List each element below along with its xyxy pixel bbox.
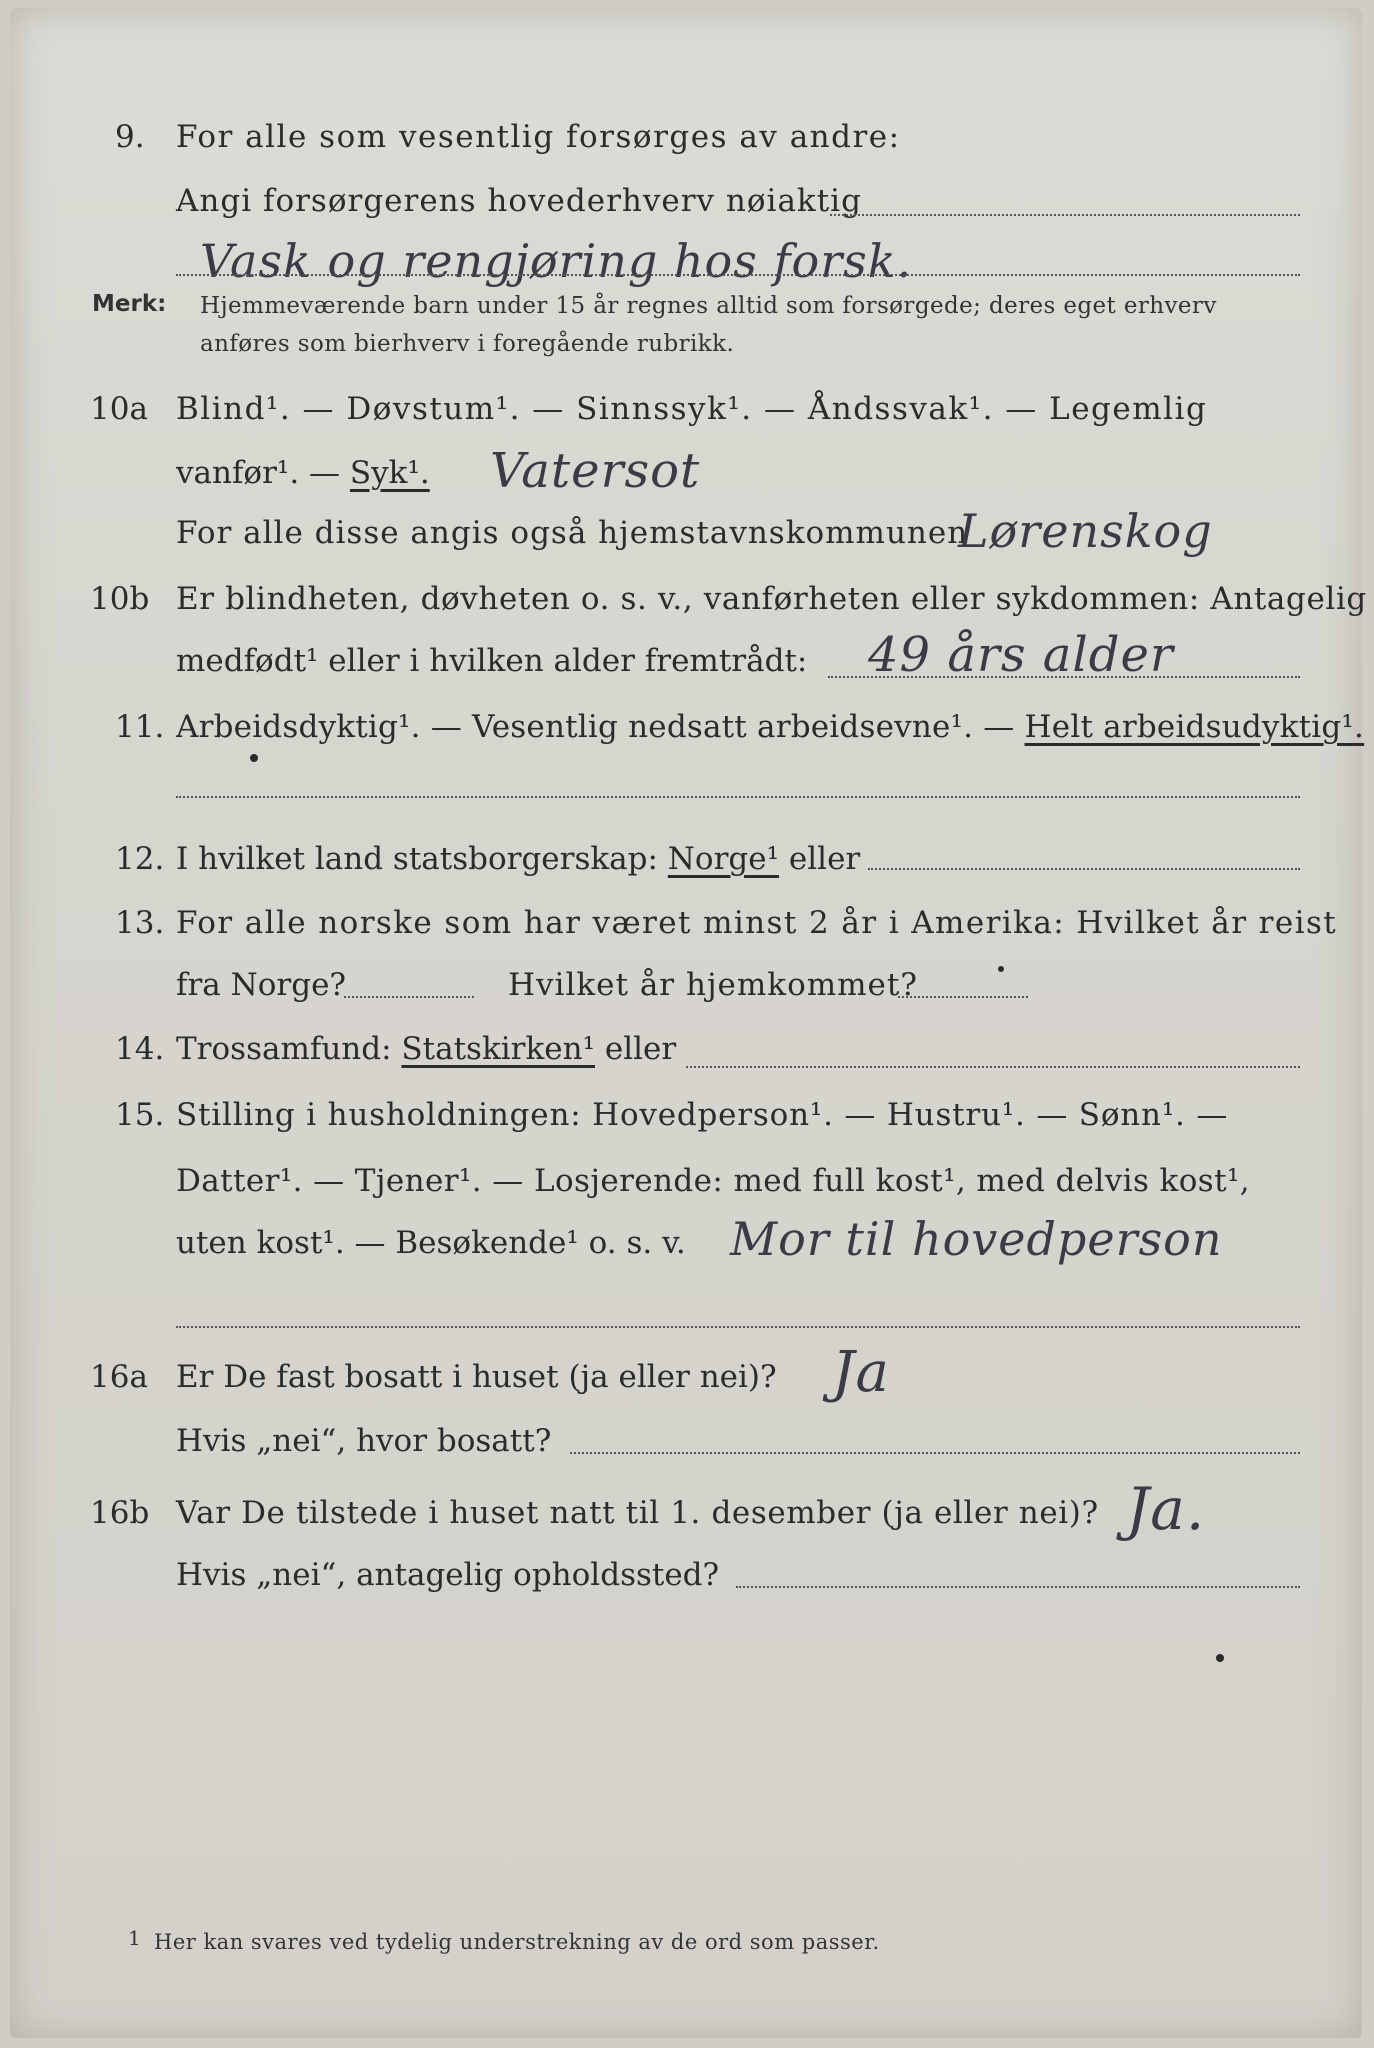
q15-text1: Stilling i husholdningen: Hovedperson¹. — Hustru¹. — Sønn¹. — (176, 1097, 1229, 1133)
q10b-text1: Er blindheten, døvheten o. s. v., vanførheten eller sykdommen: Antagelig (176, 581, 1367, 617)
q10a-text3: For alle disse angis også hjemstavnskommunen (176, 515, 969, 551)
q12-dotted-line (868, 868, 1300, 870)
q16a-text2: Hvis „nei“, hvor bosatt? (176, 1423, 552, 1459)
q15-handwritten-answer: Mor til hovedperson (730, 1212, 1223, 1266)
q15-text2: Datter¹. — Tjener¹. — Losjerende: med full kost¹, med delvis kost¹, (176, 1163, 1251, 1199)
q15-number: 15. (115, 1097, 165, 1133)
q10b-handwritten-answer: 49 års alder (868, 627, 1174, 683)
q13-line2 (0, 960, 1374, 1010)
q10a-line1 (0, 384, 1374, 434)
q13-line1 (0, 898, 1374, 948)
merk-text2: anføres som bierhverv i foregående rubrikk. (200, 331, 735, 357)
q16b-number: 16b (90, 1495, 150, 1531)
q15-text3: uten kost¹. — Besøkende¹ o. s. v. (176, 1225, 686, 1261)
ink-dot (1216, 1654, 1224, 1662)
q11-text1: Arbeidsdyktig¹. — Vesentlig nedsatt arbeidsevne¹. — Helt arbeidsudyktig¹. (176, 709, 1365, 745)
q9-handwritten-answer: Vask og rengjøring hos forsk. (200, 234, 913, 288)
q16a-handwritten-answer: Ja (832, 1340, 890, 1405)
q12-number: 12. (115, 841, 165, 877)
q16b-dotted-line (736, 1586, 1300, 1588)
merk-text1: Hjemmeværende barn under 15 år regnes alltid som forsørgede; deres eget erhverv (200, 293, 1217, 319)
q11-dotted-line (176, 796, 1300, 798)
q16a-line2 (0, 1416, 1374, 1466)
q9-line1 (0, 112, 1374, 162)
q9-text1: For alle som vesentlig forsørges av andre: (176, 119, 901, 155)
q14-number: 14. (115, 1031, 165, 1067)
q9-answer-line (176, 274, 1300, 276)
helt-arbeidsudyktig-underlined: Helt arbeidsudyktig¹. (1024, 709, 1365, 745)
q10a-text2: vanfør¹. — Syk¹. (176, 455, 430, 491)
q10a-handwritten-answer1: Vatersot (490, 443, 701, 499)
q10b-text2: medfødt¹ eller i hvilken alder fremtrådt: (176, 643, 808, 679)
q13-number: 13. (115, 905, 165, 941)
q16b-text2: Hvis „nei“, antagelig opholdssted? (176, 1557, 720, 1593)
q11-number: 11. (115, 709, 165, 745)
q13-dotted-line2 (898, 996, 1028, 998)
q16a-text1: Er De fast bosatt i huset (ja eller nei)? (176, 1359, 777, 1395)
merk-label: Merk: (92, 291, 167, 317)
q12-line (0, 834, 1374, 884)
q15-dotted-line (176, 1326, 1300, 1328)
q16a-line1 (0, 1352, 1374, 1402)
q13-text2a: fra Norge? (176, 967, 347, 1003)
norge-underlined: Norge¹ (667, 841, 780, 877)
q14-dotted-line (686, 1066, 1300, 1068)
q16b-line2 (0, 1550, 1374, 1600)
footnote-text: Her kan svares ved tydelig understrekning av de ord som passer. (154, 1930, 880, 1954)
q15-line2 (0, 1156, 1374, 1206)
footnote-mark: 1 (128, 1926, 141, 1950)
q10a-number: 10a (90, 391, 148, 427)
q13-text1: For alle norske som har været minst 2 år i Amerika: Hvilket år reist (176, 905, 1338, 941)
q11-line1 (0, 702, 1374, 752)
q10b-number: 10b (90, 581, 150, 617)
q9-line2 (0, 176, 1374, 226)
q10b-line1 (0, 574, 1374, 624)
syk-underlined: Syk¹. (349, 455, 430, 491)
ink-dot (998, 966, 1004, 972)
q15-line1 (0, 1090, 1374, 1140)
q16a-dotted-line (570, 1452, 1300, 1454)
q16a-number: 16a (90, 1359, 148, 1395)
ink-dot (250, 754, 258, 762)
q16b-handwritten-answer: Ja. (1126, 1475, 1206, 1543)
statskirken-underlined: Statskirken¹ (401, 1031, 595, 1067)
q9-text2: Angi forsørgerens hovederhverv nøiaktig (176, 183, 862, 219)
q14-text: Trossamfund: Statskirken¹ eller (176, 1031, 677, 1067)
q9-dotted-line (830, 214, 1300, 216)
q10a-text1: Blind¹. — Døvstum¹. — Sinnssyk¹. — Åndssvak¹. — Legemlig (176, 391, 1208, 427)
q13-text2b: Hvilket år hjemkommet? (508, 967, 918, 1003)
q10b-dotted-line (828, 676, 1300, 678)
q16b-text1: Var De tilstede i huset natt til 1. desember (ja eller nei)? (176, 1495, 1099, 1531)
q10a-handwritten-answer2: Lørenskog (958, 504, 1213, 558)
q13-dotted-line1 (344, 996, 474, 998)
q9-number: 9. (115, 119, 145, 155)
q12-text: I hvilket land statsborgerskap: Norge¹ eller (176, 841, 861, 877)
